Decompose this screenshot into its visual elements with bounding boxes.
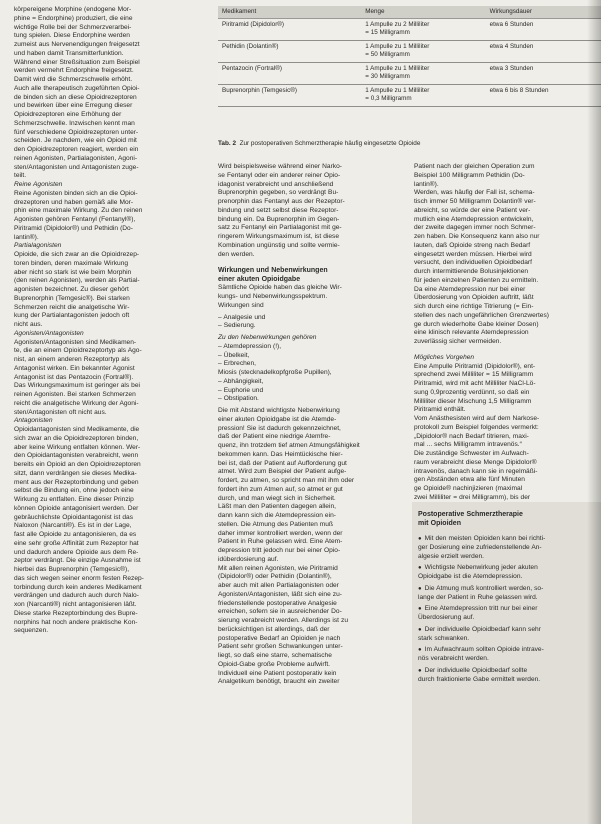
summary-bullet: [418, 605, 594, 623]
text-line: Eine Atemdepression tritt nur bei einer: [424, 605, 538, 613]
text-line: torbindung durch kein anderes Medikament: [14, 583, 142, 591]
text-line: Die mit Abstand wichtigste Nebenwirkung: [218, 407, 340, 414]
text-line: aber nicht so stark ist wie beim Morphin: [14, 268, 132, 276]
text-line: Schmerzschwelle. Inzwischen kennt man: [14, 119, 135, 127]
summary-bullets: [418, 535, 594, 684]
right-column: [414, 163, 594, 511]
text-line: selbst die Bindung ein, ohne jedoch eine: [14, 487, 134, 495]
text-line: idagonist verabreicht und anschließend: [218, 180, 334, 188]
text-line: Der individuelle Opioidbedarf kann sehr: [424, 625, 541, 633]
header-medikament: Medikament: [218, 6, 361, 19]
opioid-table: [218, 6, 601, 107]
text-line: durch, und man wiegt sich in Sicherheit.: [218, 494, 336, 502]
text-line: Auch alle therapeutisch zugeführten Opioi-: [14, 84, 140, 92]
text-line: tung spielen. Diese Endorphine werden: [14, 32, 130, 40]
text-line: Diese starke Rezeptorbindung des Bupre-: [14, 609, 138, 617]
text-line: Der individuelle Opioidbedarf sollte: [424, 666, 528, 674]
cell-medikament: Pentazocin (Fortral®): [218, 63, 361, 85]
text-line: wichtige Rolle bei der Schmerzverarbei-: [14, 23, 132, 31]
text-line: stellen des nach ungefährlichen Grenzwertes): [414, 311, 549, 319]
text-line: Opioid-Gabe große Probleme aufwirft.: [218, 660, 331, 668]
text-line: zen haben. Die Konsequenz kann also nur: [414, 233, 540, 240]
text-line: den Opioidantagonisten verabreicht, wenn: [14, 452, 139, 460]
table-caption: [218, 140, 601, 148]
text-line: Schmerzen reicht die analgetische Wir-: [14, 303, 130, 311]
partialagonisten-paragraph: [14, 251, 210, 330]
text-line: postoperative Bedarf an Opioiden je nach: [218, 634, 341, 642]
text-line: nicht aus.: [14, 321, 43, 328]
text-line: Überdosierung auf.: [418, 614, 475, 621]
text-line: werden vermehrt Endorphine freigesetzt.: [14, 67, 134, 75]
text-line: quenz, ihn trotzdem tief atmen Atmungsfähigkeit: [218, 442, 360, 449]
text-line: liegt, so daß eine starre, schematische: [218, 652, 332, 659]
antagonisten-paragraph: [14, 426, 210, 636]
bedarf-paragraph: [414, 163, 594, 347]
text-line: – Analgesie und: [218, 313, 266, 321]
text-line: Während einer Streßsituation zum Beispiel: [14, 58, 140, 66]
bullet-dot-icon: ●: [418, 585, 422, 592]
text-line: verdrängen und dadurch auch durch Nalo-: [14, 592, 139, 600]
text-line: bei ist, daß der Patient auf Aufforderung gut: [218, 459, 347, 467]
text-line: ge durch wiederholte Gabe kleiner Dosen): [414, 320, 539, 328]
text-line: zuverlässig sicher vermeiden.: [414, 338, 502, 345]
text-line: Im Aufwachraum sollten Opioide intrave-: [424, 646, 544, 654]
header-menge: Menge: [361, 6, 485, 19]
text-line: Agonisten/Antagonisten sind Medikamen-: [14, 338, 137, 346]
text-line: sich durch eine richtige Titrierung (= Ein-: [414, 303, 534, 310]
text-line: drezeptoren und haben gemäß alle Mor-: [14, 198, 134, 206]
vorgehen-paragraph: [414, 363, 594, 512]
text-line: bindung und setzt selbst diese Rezeptor-: [218, 206, 339, 214]
text-line: lantin®).: [414, 180, 439, 188]
wirkungen-list: [218, 314, 406, 332]
cell-menge: 1 Ampulle zu 1 Milliliter = 0,3 Milligramm: [361, 85, 485, 107]
text-line: Mit den meisten Opioiden kann bei richti-: [424, 535, 546, 542]
text-line: Buprenorphin (Temgesic®). Bei starken: [14, 294, 130, 302]
text-line: Analgetikum benötigt, braucht ein zweiter: [218, 678, 340, 686]
table-row: [218, 19, 601, 41]
text-line: ringerem Wirkungsmaximum ist, ist diese: [218, 233, 339, 240]
text-line: lange der Patient in Ruhe gelassen wird.: [418, 593, 538, 601]
text-line: Agonisten gehören Fentanyl (Fentanyl®),: [14, 216, 136, 223]
text-line: reinen Agonisten. Bei starken Schmerzen: [14, 391, 136, 398]
heading-wirkungen: Wirkungen und Nebenwirkungen: [218, 267, 328, 275]
text-line: Miosis (stecknadelkopfgroße Pupillen),: [218, 369, 332, 376]
text-line: gen Abständen etwa alle fünf Minuten: [414, 476, 525, 484]
text-line: Antagonist ist das Pentazocin (Fortral®).: [14, 373, 134, 381]
text-line: raum verabreicht diese Menge Dipidolor®: [414, 458, 537, 466]
text-line: Wird beispielsweise während einer Narko-: [218, 163, 342, 170]
text-line: den Opioidrezeptoren reagiert, werden ein: [14, 146, 139, 153]
text-line: eine sehr große Affinität zum Rezeptor hat: [14, 539, 139, 547]
text-line: Wirkung zu entfalten. Eine dieser Prinzip: [14, 496, 134, 503]
text-line: Werden, was häufig der Fall ist, schema-: [414, 189, 535, 197]
text-line: sten/Antagonisten oft nicht aus.: [14, 408, 107, 416]
text-line: agonisten bezeichnet. Zu dieser gehört: [14, 286, 129, 293]
text-line: sich zwar an die Opioidrezeptoren binden,: [14, 434, 139, 442]
page-edge-shadow: [587, 0, 601, 824]
subheading-reine-agonisten: Reine Agonisten: [14, 181, 63, 188]
text-line: fordert, zu atmen, so spricht man mit ihm oder: [218, 477, 355, 484]
text-line: fordert ihn zum Atmen auf, so atmet er gut: [218, 485, 343, 493]
text-line: xon (Narcanti®) nicht antagonisieren läßt.: [14, 601, 137, 608]
text-line: Da eine Atemdepression nur bei einer: [414, 285, 526, 293]
summary-bullet: [418, 564, 594, 582]
text-line: Sämtliche Opioide haben das gleiche Wir-: [218, 284, 342, 292]
text-line: bereits ein Opioid an den Opioidrezeptoren: [14, 461, 141, 468]
table-row: [218, 41, 601, 63]
text-line: atmet. Wird zum Beispiel der Patient aufge-: [218, 468, 347, 476]
text-line: Opioidantagonisten sind Medikamente, die: [14, 426, 140, 433]
text-line: ge Opioide® nachinjizieren (maximal: [414, 485, 523, 492]
summary-bullet: [418, 667, 594, 685]
text-line: das sich wegen seiner enorm festen Rezep-: [14, 574, 144, 582]
text-line: gebräuchlichste Opioidantagonist ist das: [14, 513, 133, 521]
cell-medikament: Piritramid (Dipidolor®): [218, 19, 361, 41]
text-line: zeptor verdrängt. Die einzige Ausnahme ist: [14, 557, 141, 565]
summary-bullet: [418, 535, 594, 561]
cell-menge: 1 Ampulle zu 1 Milliliter = 30 Milligramm: [361, 63, 485, 85]
subheading-vorgehen: Mögliches Vorgehen: [414, 353, 475, 361]
cell-menge: 1 Ampulle zu 1 Milliliter = 50 Milligramm: [361, 41, 485, 63]
subheading-antagonisten: Antagonisten: [14, 417, 53, 425]
text-line: Eine Ampulle Piritramid (Dipidolor®), ent-: [414, 362, 536, 370]
text-line: bekommen kann. Das Heimtückische hier-: [218, 450, 343, 458]
text-line: Wirkungen sind: [218, 301, 264, 309]
text-line: bindung ein. Da Buprenorphin im Gegen-: [218, 215, 340, 223]
text-line: friedenstellende postoperative Analgesie: [218, 599, 337, 607]
bullet-dot-icon: ●: [418, 626, 422, 633]
text-line: Damit wird die Schmerzschwelle erhöht.: [14, 76, 133, 83]
atemdepression-paragraph: [218, 407, 406, 687]
text-line: für jeden einzelnen Patienten zu ermitteln.: [414, 276, 539, 284]
text-line: zwei Milliliter = drei Milligramm), bis der: [414, 493, 531, 501]
text-line: – Sedierung.: [218, 322, 256, 330]
bullet-dot-icon: ●: [418, 647, 422, 654]
cell-dauer: etwa 6 bis 8 Stunden: [486, 85, 601, 107]
text-line: sierung verabreicht werden. Allerdings ist zu: [218, 617, 349, 624]
text-line: Individuell eine Patient postoperativ kein: [218, 669, 337, 677]
text-line: den werden.: [218, 250, 255, 258]
subheading-agonisten-antagonisten: Agonisten/Antagonisten: [14, 329, 84, 337]
text-line: und dadurch andere Opioide aus dem Re-: [14, 548, 139, 556]
text-line: te, die an einem Opioidrezeptortyp als Ago-: [14, 347, 142, 355]
summary-content: [418, 510, 594, 687]
header-wirkungsdauer: Wirkungsdauer: [486, 6, 601, 19]
cell-dauer: etwa 3 Stunden: [486, 63, 601, 85]
text-line: – Erbrechen,: [218, 360, 256, 368]
text-line: Patient in Ruhe gelassen wird. Eine Atem-: [218, 538, 343, 546]
text-line: Überdosierung von Opioiden auftritt, läßt: [414, 294, 534, 302]
text-line: können Opioide antagonisiert werden. Der: [14, 504, 139, 512]
text-line: satz zu Fentanyl ein Partialagonist mit ge-: [218, 224, 342, 232]
caption-text: Zur postoperativen Schmerztherapie häufig eingesetzte Opioide: [239, 140, 421, 147]
text-line: intravenös, danach kann sie in regelmäßi-: [414, 467, 538, 475]
text-line: durch fraktionierte Gabe ermittelt werden.: [418, 675, 541, 683]
text-line: reicht die analgetische Wirkung der Agoni-: [14, 399, 139, 407]
text-line: stellen. Die Atmung des Patienten muß: [218, 520, 333, 528]
text-line: (den reinen Agonisten), werden als Partial-: [14, 277, 140, 285]
text-line: tisch immer 50 Milligramm Dolantin® ver-: [414, 198, 536, 205]
text-line: sung 0,9prozentig verdünnt, so daß ein: [414, 388, 530, 396]
text-line: sprechend zwei Milliliter = 15 Milligramm: [414, 371, 534, 379]
text-line: der zweite dagegen immer noch Schmer-: [414, 224, 536, 232]
text-line: zumeist aus Nervenendigungen freigesetzt: [14, 41, 140, 48]
text-line: Opioidgabe ist die Atemdepression.: [418, 573, 523, 580]
text-line: Patient nach der gleichen Operation zum: [414, 163, 535, 170]
text-line: protokoll zum Beispiel folgendes vermerkt:: [414, 423, 539, 431]
text-line: stark schwanken.: [418, 634, 470, 642]
text-line: Läßt man den Patienten dagegen allein,: [218, 503, 336, 511]
table-row: [218, 85, 601, 107]
text-line: – Übelkeit,: [218, 351, 250, 359]
wirkungen-paragraph: [218, 284, 406, 310]
text-line: hierbei das Buprenorphin (Temgesic®),: [14, 566, 130, 573]
caption-label: Tab. 2: [218, 140, 236, 147]
bullet-dot-icon: ●: [418, 565, 422, 572]
text-line: reinen Agonisten, Partialagonisten, Agoni-: [14, 154, 138, 162]
text-line: durch intermittierende Bolusinjektionen: [414, 268, 529, 275]
text-line: einer akuten Opioidgabe ist die Atemde-: [218, 415, 337, 423]
text-line: körpereigene Morphine (endogene Mor-: [14, 6, 132, 13]
reine-agonisten-paragraph: [14, 190, 210, 243]
text-line: fünf verschiedene Opioidrezeptoren unter-: [14, 128, 139, 136]
text-line: aber keine Wirkung entfalten können. Wer-: [14, 443, 141, 451]
text-line: Opioidrezeptoren eine Erhöhung der: [14, 111, 122, 118]
cell-menge: 1 Ampulle zu 2 Milliliter = 15 Milligramm: [361, 19, 485, 41]
text-line: teilt.: [14, 172, 27, 180]
text-line: versucht, den individuellen Opioidbedarf: [414, 259, 532, 267]
text-line: und bewirken über eine Erregung dieser: [14, 102, 133, 110]
text-line: lauten, daß Opioide streng nach Bedarf: [414, 241, 531, 249]
text-line: Piritramid (Dipidolor®) und Pethidin (Do-: [14, 224, 133, 232]
cell-medikament: Buprenorphin (Temgesic®): [218, 85, 361, 107]
text-line: nös verabreicht werden.: [418, 655, 489, 662]
text-line: scheiden. Je nachdem, wie ein Opioid mit: [14, 137, 137, 145]
left-column: [14, 6, 210, 636]
text-line: Wichtigste Nebenwirkung jeder akuten: [424, 564, 538, 572]
text-line: toren binden, deren maximale Wirkung: [14, 259, 129, 267]
text-line: Die Atmung muß kontrolliert werden, so-: [424, 584, 544, 592]
text-line: daher immer kontrolliert werden, wenn der: [218, 529, 343, 537]
text-line: Mit allen reinen Agonisten, wie Piritramid: [218, 564, 338, 572]
text-line: – Obstipation.: [218, 395, 259, 403]
text-line: dann kann sich die Atemdepression ein-: [218, 512, 336, 519]
text-line: Reine Agonisten binden sich an die Opioi-: [14, 189, 138, 197]
bullet-dot-icon: ●: [418, 536, 422, 542]
text-line: nist, an einem anderen Rezeptortyp als: [14, 356, 130, 363]
table-header-row: [218, 6, 601, 19]
summary-box: [412, 502, 601, 824]
summary-bullet: [418, 626, 594, 644]
table-row: [218, 63, 601, 85]
text-line: Vom Anästhesisten wird auf dem Narkose-: [414, 415, 540, 422]
text-line: idüberdosierung auf.: [218, 555, 279, 563]
text-line: eine klinisch relevante Atemdepression: [414, 329, 529, 337]
text-line: de binden sich an diese Opioidrezeptoren: [14, 93, 137, 101]
text-line: abreicht, so würde der eine Patient ver-: [414, 206, 531, 214]
text-line: mutlich eine Atemdepression entwickeln,: [414, 215, 534, 223]
text-line: norphins hat noch andere praktische Kon-: [14, 618, 138, 626]
text-line: „Dipidolor® nach Bedarf titrieren, maxi-: [414, 432, 529, 440]
text-line: und haben damit Transmitterfunktion.: [14, 49, 124, 57]
heading-wirkungen-line2: einer akuten Opioidgabe: [218, 276, 301, 284]
summary-bullet: [418, 585, 594, 603]
text-line: erreichen, sofern sie in ausreichender Do-: [218, 608, 342, 616]
text-line: se Fentanyl oder ein anderer reiner Opio-: [218, 171, 341, 179]
text-line: lantin®).: [14, 233, 39, 241]
text-line: berücksichtigen ist allerdings, daß der: [218, 625, 330, 633]
cell-medikament: Pethidin (Dolantin®): [218, 41, 361, 63]
text-line: – Atemdepression (!),: [218, 342, 282, 350]
summary-title: Postoperative Schmerztherapie: [418, 511, 523, 518]
text-line: sten/Antagonisten und Antagonisten zuge-: [14, 163, 139, 171]
nebenwirkungen-intro: Zu den Nebenwirkungen gehören: [218, 334, 317, 341]
text-line: Naloxon (Narcanti®). Es ist in der Lage,: [14, 522, 132, 530]
text-line: aber auch mit allen Partialagonisten oder: [218, 582, 339, 589]
cell-dauer: etwa 4 Stunden: [486, 41, 601, 63]
subheading-partialagonisten: Partialagonisten: [14, 242, 62, 250]
text-line: eingesetzt werden müssen. Hierbei wird: [414, 250, 532, 258]
bullet-dot-icon: ●: [418, 606, 422, 613]
text-line: kungs- und Nebenwirkungsspektrum.: [218, 293, 328, 300]
agonisten-antagonisten-paragraph: [14, 339, 210, 418]
text-line: sequenzen.: [14, 627, 49, 635]
text-line: ger Dosierung eine zufriedenstellende An-: [418, 543, 542, 551]
text-line: Das Wirkungsmaximum ist geringer als bei: [14, 382, 140, 390]
text-line: ment aus der Rezeptorbindung und geben: [14, 478, 139, 486]
middle-column: [218, 163, 406, 687]
combination-paragraph: [218, 163, 406, 259]
nebenwirkungen-list: [218, 343, 406, 404]
summary-bullet: [418, 646, 594, 664]
text-line: Die zuständige Schwester im Aufwach-: [414, 450, 529, 457]
text-line: Beispiel 100 Milligramm Pethidin (Do-: [414, 171, 525, 179]
text-line: Agonisten/Antagonisten, läßt sich eine zu-: [218, 590, 342, 598]
text-line: (Dipidolor®) oder Pethidin (Dolantin®),: [218, 573, 332, 581]
text-line: kung der Partialantagonisten jedoch oft: [14, 312, 130, 320]
text-line: fast alle Opioide zu antagonisieren, da es: [14, 531, 137, 538]
text-line: daß der Patient eine niedrige Atemfre-: [218, 433, 331, 441]
text-line: – Abhängigkeit,: [218, 377, 264, 385]
bullet-dot-icon: ●: [418, 667, 422, 674]
text-line: depression tritt jedoch nur bei einer Opio-: [218, 547, 341, 554]
text-line: phin eine maximale Wirkung. Zu den reinen: [14, 207, 143, 215]
cell-dauer: etwa 6 Stunden: [486, 19, 601, 41]
text-line: Antagonist wirken. Ein bekannter Agonist: [14, 364, 135, 372]
text-line: prenorphin das Fentanyl aus der Rezeptor-: [218, 198, 345, 205]
text-line: pression! Sie ist dadurch gekennzeichnet,: [218, 424, 341, 432]
text-line: algesie erzielt werden.: [418, 552, 485, 560]
text-line: Patient sehr großen Schwankungen unter-: [218, 643, 343, 651]
text-line: Buprenorphin gegeben, so verdrängt Bu-: [218, 189, 339, 197]
text-line: mal ... sechs Milligramm intravenös.“: [414, 441, 522, 449]
summary-title-line2: mit Opioiden: [418, 520, 461, 527]
text-line: Piritramid enthält.: [414, 406, 466, 414]
text-line: phine = Endorphine) produziert, die eine: [14, 14, 133, 22]
text-line: – Euphorie und: [218, 386, 264, 394]
text-line: Opioide, die sich zwar an die Opioidrezep-: [14, 251, 140, 258]
text-line: sitzt, dann verdrängen sie dieses Medika-: [14, 469, 137, 477]
text-line: Milliliter dieser Mischung 1,5 Milligramm: [414, 397, 532, 405]
text-line: Kombination ungünstig und sollte vermie-: [218, 241, 340, 249]
intro-paragraph: [14, 6, 210, 181]
text-line: Piritramid, wird mit acht Milliliter NaCl-Lö-: [414, 380, 536, 387]
